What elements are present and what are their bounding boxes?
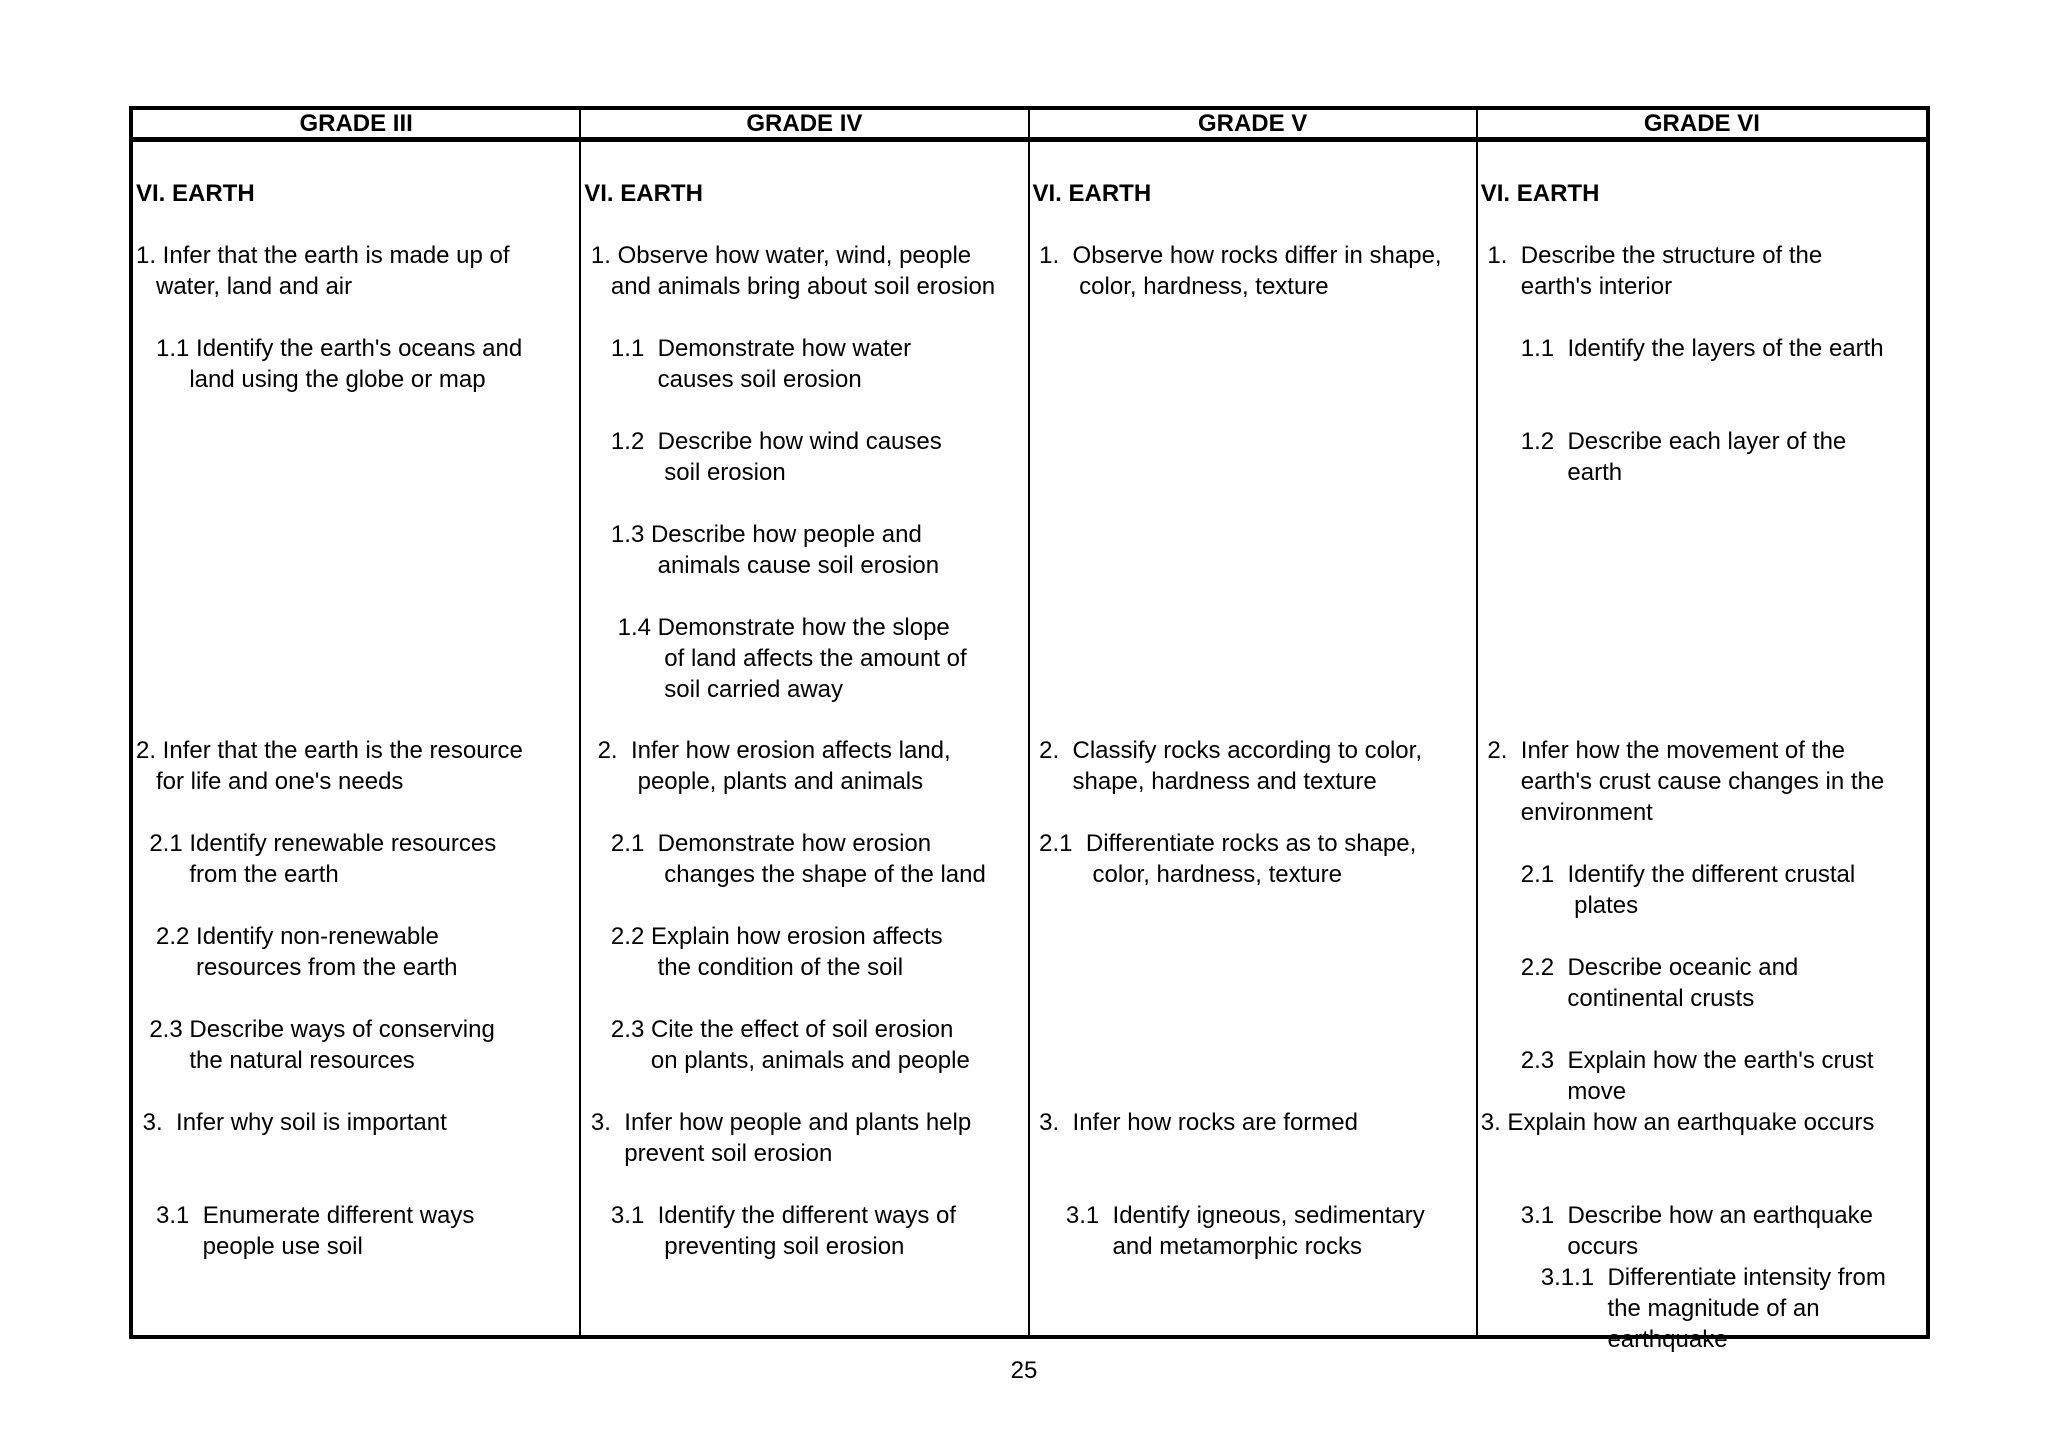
competency-2-1: 2.1 Identify the different crustal [1480, 861, 1856, 888]
column-grade-vi [1478, 142, 1926, 1353]
competency-2-2: 2.2 Explain how erosion affects [584, 923, 943, 950]
competency-2-3-cont: the natural resources [136, 1047, 415, 1074]
competency-3-1-cont: people use soil [136, 1233, 363, 1260]
competency-1-cont: color, hardness, texture [1032, 273, 1329, 300]
competency-1-cont: water, land and air [136, 273, 353, 300]
competency-1-2: 1.2 Describe how wind causes [584, 428, 942, 455]
column-grade-v [1030, 142, 1478, 1335]
competency-1-4-cont: of land affects the amount of [584, 645, 967, 672]
competency-2-1-cont: from the earth [136, 861, 339, 888]
competency-2: 2. Classify rocks according to color, [1032, 737, 1422, 764]
competency-3-1: 3.1 Enumerate different ways [136, 1202, 475, 1229]
competency-2-1-cont: color, hardness, texture [1032, 861, 1342, 888]
competency-2-3-cont: on plants, animals and people [584, 1047, 970, 1074]
competency-1-cont: earth's interior [1480, 273, 1673, 300]
competency-3-1-cont: preventing soil erosion [584, 1233, 905, 1260]
competency-2-2-cont: resources from the earth [136, 954, 458, 981]
competency-1-1: 1.1 Identify the earth's oceans and [136, 335, 523, 362]
competency-3-1-1-cont-2: earthquake [1480, 1326, 1728, 1353]
competency-2: 2. Infer how the movement of the [1480, 737, 1845, 764]
competency-1: 1. Infer that the earth is made up of [136, 242, 510, 269]
competency-1-3-cont: animals cause soil erosion [584, 552, 940, 579]
competency-2: 2. Infer that the earth is the resource [136, 737, 523, 764]
competency-2-2: 2.2 Describe oceanic and [1480, 954, 1799, 981]
competency-3: 3. Infer why soil is important [136, 1109, 447, 1136]
competency-1-1: 1.1 Identify the layers of the earth [1480, 335, 1884, 362]
competency-2-1-cont: changes the shape of the land [584, 861, 986, 888]
competency-2-cont-2: environment [1480, 799, 1653, 826]
competency-1-cont: and animals bring about soil erosion [584, 273, 996, 300]
competency-3-cont: prevent soil erosion [584, 1140, 833, 1167]
section-title: VI. EARTH [1480, 180, 1600, 207]
competency-3-1-1: 3.1.1 Differentiate intensity from [1480, 1264, 1886, 1291]
section-title: VI. EARTH [1032, 180, 1152, 207]
competency-1-2: 1.2 Describe each layer of the [1480, 428, 1847, 455]
competency-1: 1. Describe the structure of the [1480, 242, 1823, 269]
competency-2-3-cont: move [1480, 1078, 1627, 1105]
competency-1-2-cont: soil erosion [584, 459, 786, 486]
competency-1: 1. Observe how water, wind, people [584, 242, 972, 269]
competency-2-2-cont: continental crusts [1480, 985, 1755, 1012]
competency-2-1: 2.1 Identify renewable resources [136, 830, 497, 857]
competency-1-4: 1.4 Demonstrate how the slope [584, 614, 950, 641]
competency-2-cont: earth's crust cause changes in the [1480, 768, 1885, 795]
competency-2-1: 2.1 Differentiate rocks as to shape, [1032, 830, 1417, 857]
competency-3-1: 3.1 Identify the different ways of [584, 1202, 957, 1229]
section-title: VI. EARTH [136, 180, 255, 207]
competency-3: 3. Explain how an earthquake occurs [1480, 1109, 1875, 1136]
competency-2-2-cont: the condition of the soil [584, 954, 904, 981]
competency-3-1-cont: occurs [1480, 1233, 1639, 1260]
competency-1-1-cont: land using the globe or map [136, 366, 486, 393]
section-title: VI. EARTH [584, 180, 703, 207]
competency-3-1: 3.1 Identify igneous, sedimentary [1032, 1202, 1425, 1229]
column-grade-iii [133, 142, 581, 1335]
competency-2-cont: people, plants and animals [584, 768, 924, 795]
page-number: 25 [1010, 1357, 1038, 1384]
competency-1: 1. Observe how rocks differ in shape, [1032, 242, 1442, 269]
competency-1-1: 1.1 Demonstrate how water [584, 335, 912, 362]
competency-2-3: 2.3 Explain how the earth's crust [1480, 1047, 1874, 1074]
competency-2-cont: for life and one's needs [136, 768, 404, 795]
competency-3-1-1-cont: the magnitude of an [1480, 1295, 1820, 1322]
competency-3: 3. Infer how rocks are formed [1032, 1109, 1358, 1136]
header-grade-v: GRADE V [1030, 110, 1478, 142]
competency-1-1-cont: causes soil erosion [584, 366, 862, 393]
competency-2-1-cont: plates [1480, 892, 1639, 919]
competency-2-3: 2.3 Cite the effect of soil erosion [584, 1016, 954, 1043]
competency-1-2-cont: earth [1480, 459, 1623, 486]
competency-3-1: 3.1 Describe how an earthquake [1480, 1202, 1873, 1229]
column-grade-iv [581, 142, 1029, 1335]
competency-2: 2. Infer how erosion affects land, [584, 737, 951, 764]
competency-2-2: 2.2 Identify non-renewable [136, 923, 439, 950]
header-grade-iv: GRADE IV [581, 110, 1029, 142]
competency-2-cont: shape, hardness and texture [1032, 768, 1377, 795]
competency-2-3: 2.3 Describe ways of conserving [136, 1016, 495, 1043]
header-grade-iii: GRADE III [133, 110, 581, 142]
competency-1-4-cont-2: soil carried away [584, 676, 843, 703]
curriculum-table [129, 106, 1930, 1353]
competency-3-1-cont: and metamorphic rocks [1032, 1233, 1362, 1260]
header-grade-vi: GRADE VI [1478, 110, 1926, 142]
competency-2-1: 2.1 Demonstrate how erosion [584, 830, 932, 857]
competency-1-3: 1.3 Describe how people and [584, 521, 922, 548]
competency-3: 3. Infer how people and plants help [584, 1109, 972, 1136]
